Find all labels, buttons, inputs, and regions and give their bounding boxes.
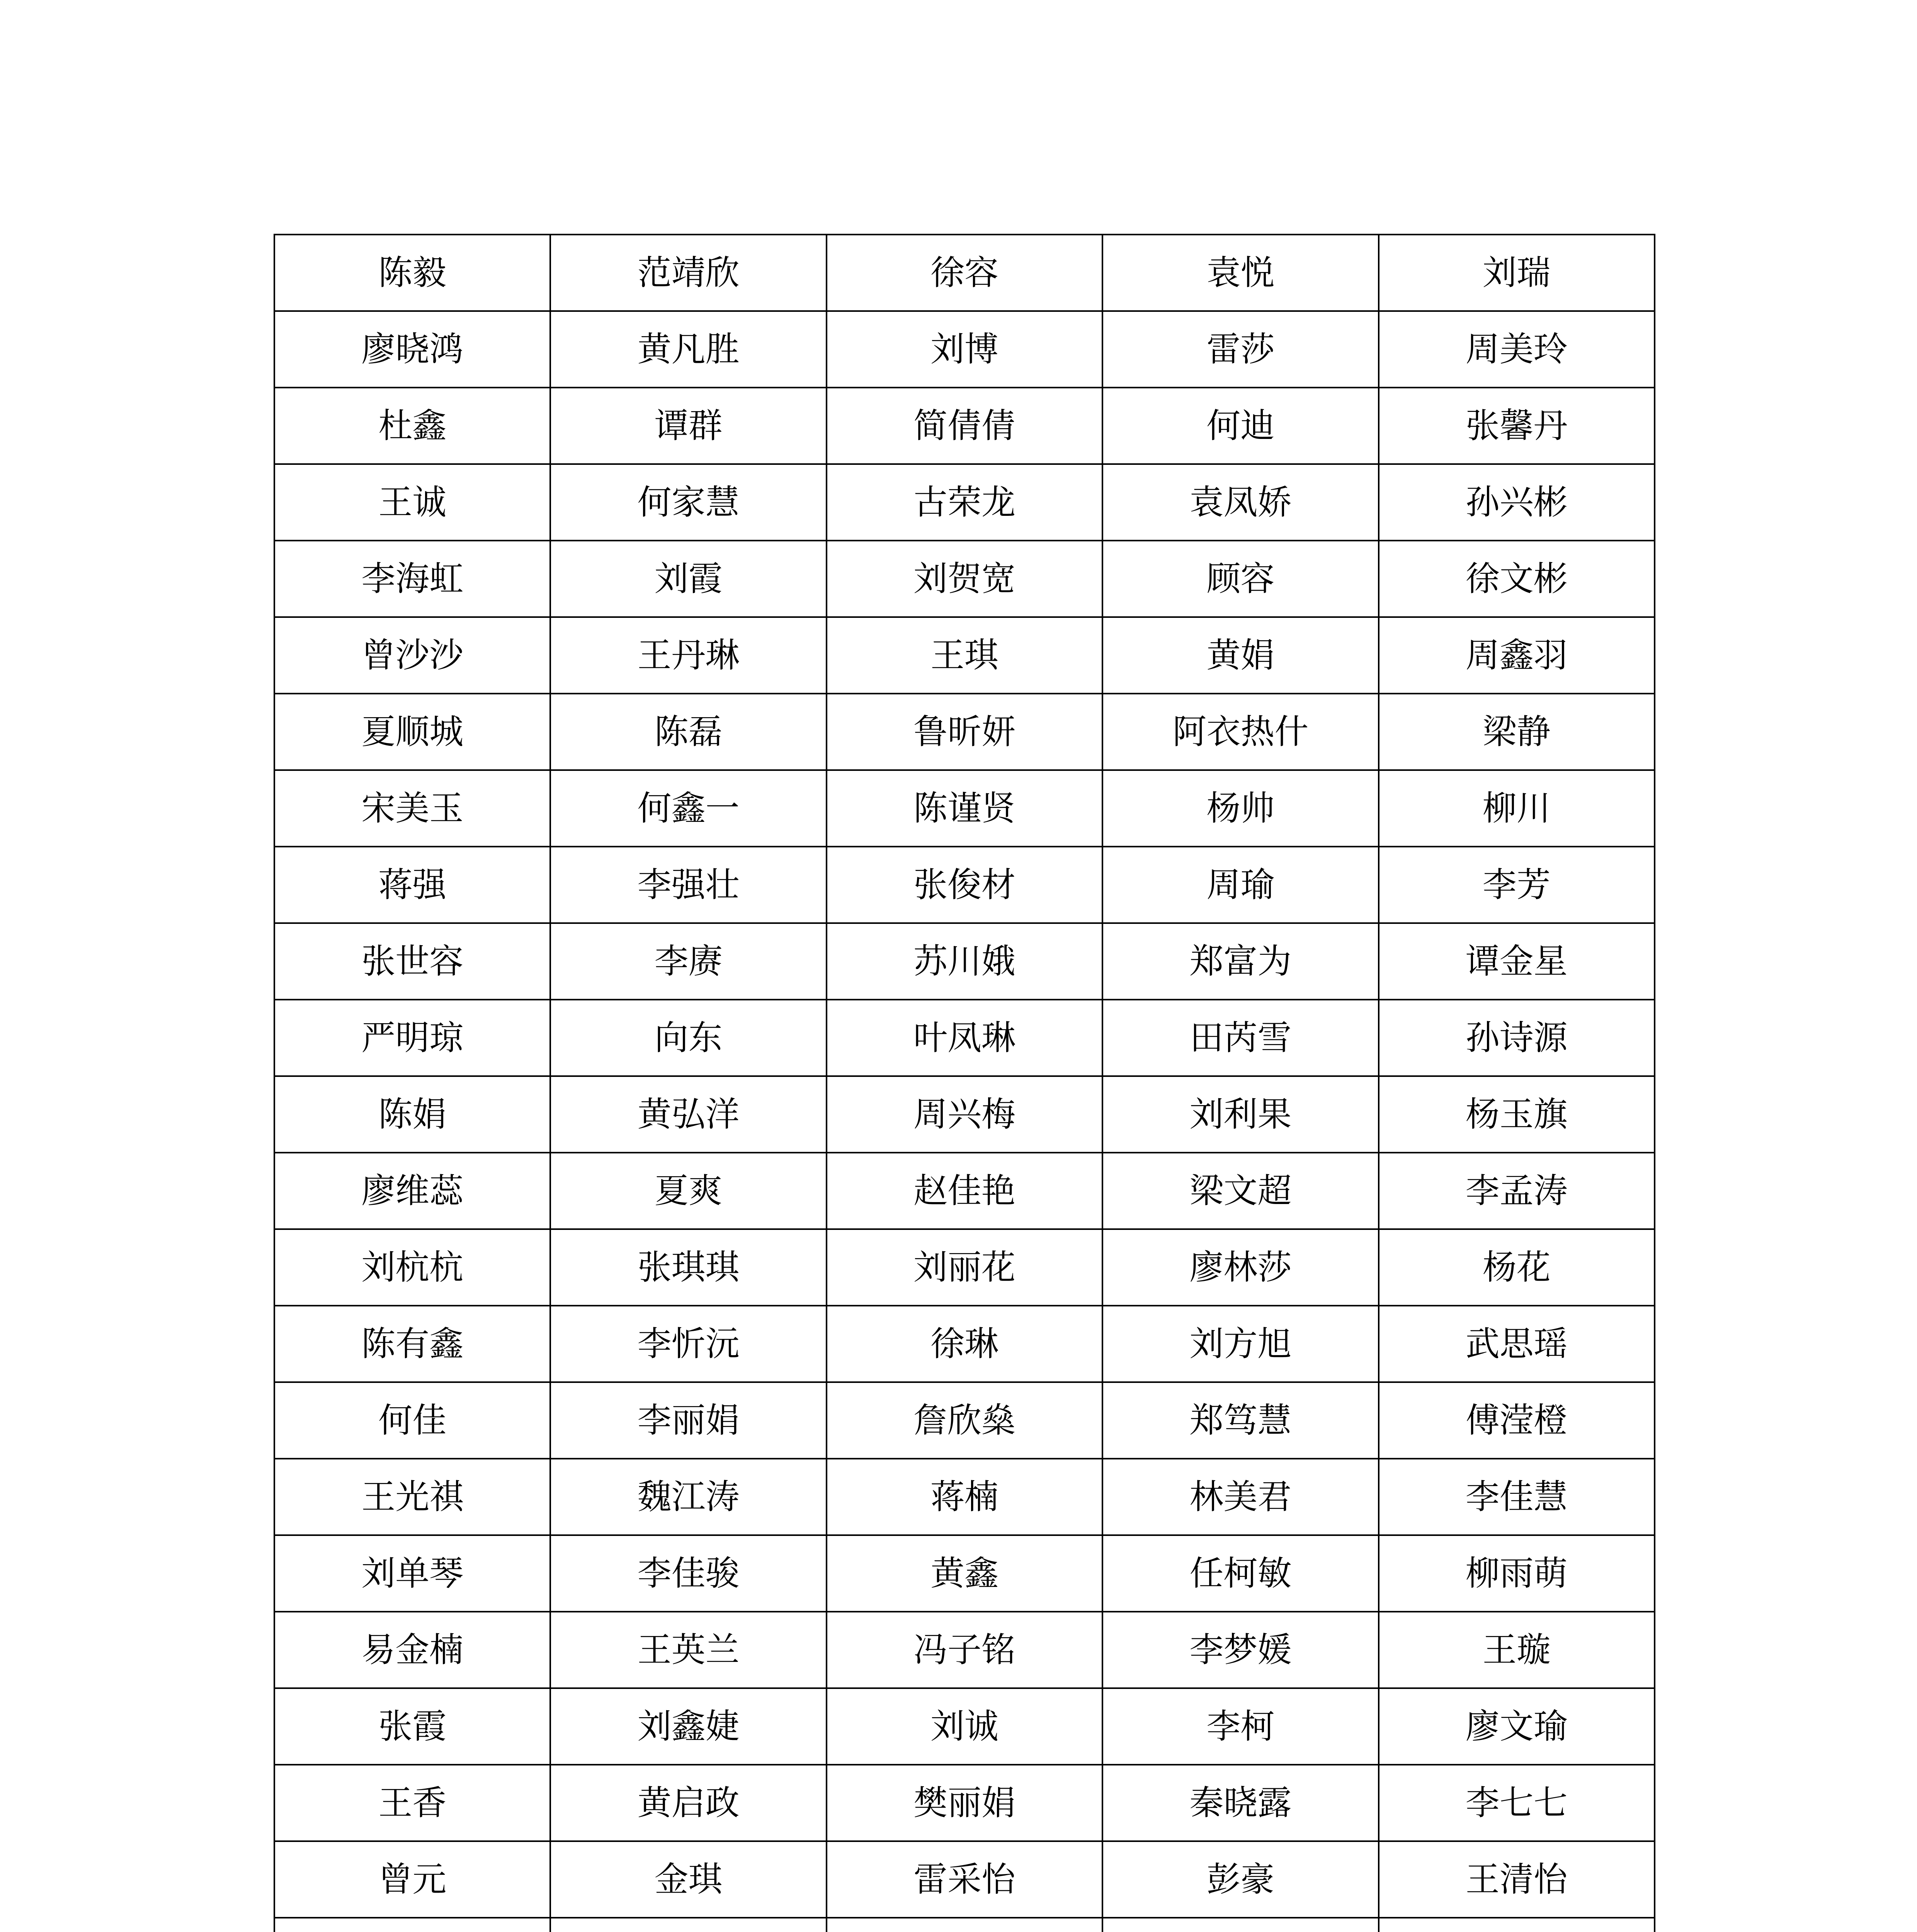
table-cell [1102,1918,1378,1932]
table-cell: 刘诚 [827,1688,1102,1765]
table-row [274,311,1655,388]
table-cell: 郑富为 [1102,923,1378,1000]
table-cell: 武思瑶 [1379,1306,1655,1382]
table-cell: 夏爽 [550,1153,826,1229]
name-table-body [274,235,1655,1932]
table-row [274,1229,1655,1306]
table-cell [1379,1918,1655,1932]
table-cell: 李柯 [1102,1688,1378,1765]
table-row [274,1076,1655,1153]
table-cell: 傅滢橙 [1379,1382,1655,1459]
table-cell: 梁静 [1379,694,1655,770]
table-cell: 孙诗源 [1379,1000,1655,1076]
table-cell: 顾容 [1102,541,1378,617]
table-cell: 杨玉旗 [1379,1076,1655,1153]
table-cell: 王清怡 [1379,1841,1655,1918]
table-cell: 刘瑞 [1379,235,1655,311]
table-cell: 曾元 [274,1841,550,1918]
table-cell: 廖林莎 [1102,1229,1378,1306]
table-cell: 彭豪 [1102,1841,1378,1918]
table-cell: 刘鑫婕 [550,1688,826,1765]
table-cell: 金琪 [550,1841,826,1918]
name-table [274,234,1655,1932]
table-cell: 向东 [550,1000,826,1076]
table-cell: 谭群 [550,388,826,464]
table-cell: 柳川 [1379,770,1655,847]
table-cell: 廖晓鸿 [274,311,550,388]
table-cell: 杜鑫 [274,388,550,464]
table-cell: 张琪琪 [550,1229,826,1306]
table-cell: 杨花 [1379,1229,1655,1306]
table-cell: 梁文超 [1102,1153,1378,1229]
table-cell: 阿衣热什 [1102,694,1378,770]
table-row [274,1612,1655,1688]
table-cell: 张霞 [274,1688,550,1765]
table-cell: 杨帅 [1102,770,1378,847]
table-cell: 周鑫羽 [1379,617,1655,694]
table-cell: 赵佳艳 [827,1153,1102,1229]
table-cell: 简倩倩 [827,388,1102,464]
table-cell: 李海虹 [274,541,550,617]
table-cell: 谭金星 [1379,923,1655,1000]
table-row [274,1841,1655,1918]
table-row [274,847,1655,923]
table-cell: 秦晓露 [1102,1765,1378,1841]
table-row [274,1535,1655,1612]
table-cell: 刘杭杭 [274,1229,550,1306]
table-cell: 黄弘洋 [550,1076,826,1153]
table-cell: 夏顺城 [274,694,550,770]
table-cell: 廖文瑜 [1379,1688,1655,1765]
table-cell: 詹欣燊 [827,1382,1102,1459]
table-row [274,464,1655,541]
table-cell: 袁悦 [1102,235,1378,311]
table-cell: 张俊材 [827,847,1102,923]
table-cell [274,1918,550,1932]
table-cell: 冯子铭 [827,1612,1102,1688]
table-cell: 苏川娥 [827,923,1102,1000]
table-cell: 王丹琳 [550,617,826,694]
table-cell: 李忻沅 [550,1306,826,1382]
table-row [274,1688,1655,1765]
table-cell [827,1918,1102,1932]
table-cell: 李梦媛 [1102,1612,1378,1688]
table-cell: 王琪 [827,617,1102,694]
table-cell: 周兴梅 [827,1076,1102,1153]
table-cell: 周美玲 [1379,311,1655,388]
table-row [274,1382,1655,1459]
table-row [274,1000,1655,1076]
table-cell: 黄娟 [1102,617,1378,694]
table-row [274,1918,1655,1932]
table-cell: 刘丽花 [827,1229,1102,1306]
table-cell: 刘贺宽 [827,541,1102,617]
table-cell: 雷莎 [1102,311,1378,388]
table-cell: 徐琳 [827,1306,1102,1382]
table-cell: 柳雨萌 [1379,1535,1655,1612]
table-cell: 刘单琴 [274,1535,550,1612]
table-cell: 樊丽娟 [827,1765,1102,1841]
table-cell: 宋美玉 [274,770,550,847]
table-cell: 黄鑫 [827,1535,1102,1612]
table-cell: 袁凤娇 [1102,464,1378,541]
table-cell: 田芮雪 [1102,1000,1378,1076]
table-cell: 林美君 [1102,1459,1378,1535]
table-cell: 刘方旭 [1102,1306,1378,1382]
table-cell: 李芳 [1379,847,1655,923]
table-cell: 张世容 [274,923,550,1000]
table-cell: 何鑫一 [550,770,826,847]
table-cell: 廖维蕊 [274,1153,550,1229]
table-row [274,1459,1655,1535]
table-cell: 黄凡胜 [550,311,826,388]
table-row [274,541,1655,617]
table-cell: 徐文彬 [1379,541,1655,617]
table-cell: 徐容 [827,235,1102,311]
table-cell: 李赓 [550,923,826,1000]
table-cell: 叶凤琳 [827,1000,1102,1076]
table-row [274,617,1655,694]
table-cell: 任柯敏 [1102,1535,1378,1612]
table-row [274,770,1655,847]
table-cell: 何家慧 [550,464,826,541]
table-cell: 王璇 [1379,1612,1655,1688]
table-cell: 李孟涛 [1379,1153,1655,1229]
table-cell: 李丽娟 [550,1382,826,1459]
table-cell: 王英兰 [550,1612,826,1688]
table-cell: 孙兴彬 [1379,464,1655,541]
table-cell: 陈谨贤 [827,770,1102,847]
table-cell: 王光祺 [274,1459,550,1535]
table-cell: 何迪 [1102,388,1378,464]
table-row [274,235,1655,311]
table-cell: 黄启政 [550,1765,826,1841]
table-cell: 蒋楠 [827,1459,1102,1535]
table-cell: 李佳慧 [1379,1459,1655,1535]
table-cell: 雷采怡 [827,1841,1102,1918]
table-cell: 李七七 [1379,1765,1655,1841]
table-cell: 曾沙沙 [274,617,550,694]
table-cell: 何佳 [274,1382,550,1459]
table-cell: 易金楠 [274,1612,550,1688]
table-cell: 刘博 [827,311,1102,388]
table-cell: 郑笃慧 [1102,1382,1378,1459]
table-row [274,1153,1655,1229]
table-cell: 刘霞 [550,541,826,617]
table-cell: 蒋强 [274,847,550,923]
table-cell: 魏江涛 [550,1459,826,1535]
table-cell: 陈毅 [274,235,550,311]
table-cell: 鲁昕妍 [827,694,1102,770]
table-cell: 严明琼 [274,1000,550,1076]
table-cell: 周瑜 [1102,847,1378,923]
table-cell: 王香 [274,1765,550,1841]
table-row [274,1765,1655,1841]
table-row [274,1306,1655,1382]
table-cell: 王诚 [274,464,550,541]
table-cell: 范靖欣 [550,235,826,311]
table-cell: 刘利果 [1102,1076,1378,1153]
table-cell: 李佳骏 [550,1535,826,1612]
table-cell: 陈娟 [274,1076,550,1153]
table-cell: 陈有鑫 [274,1306,550,1382]
table-cell: 陈磊 [550,694,826,770]
table-row [274,923,1655,1000]
table-cell: 张馨丹 [1379,388,1655,464]
table-cell [550,1918,826,1932]
table-row [274,388,1655,464]
table-cell: 李强壮 [550,847,826,923]
table-row [274,694,1655,770]
table-cell: 古荣龙 [827,464,1102,541]
